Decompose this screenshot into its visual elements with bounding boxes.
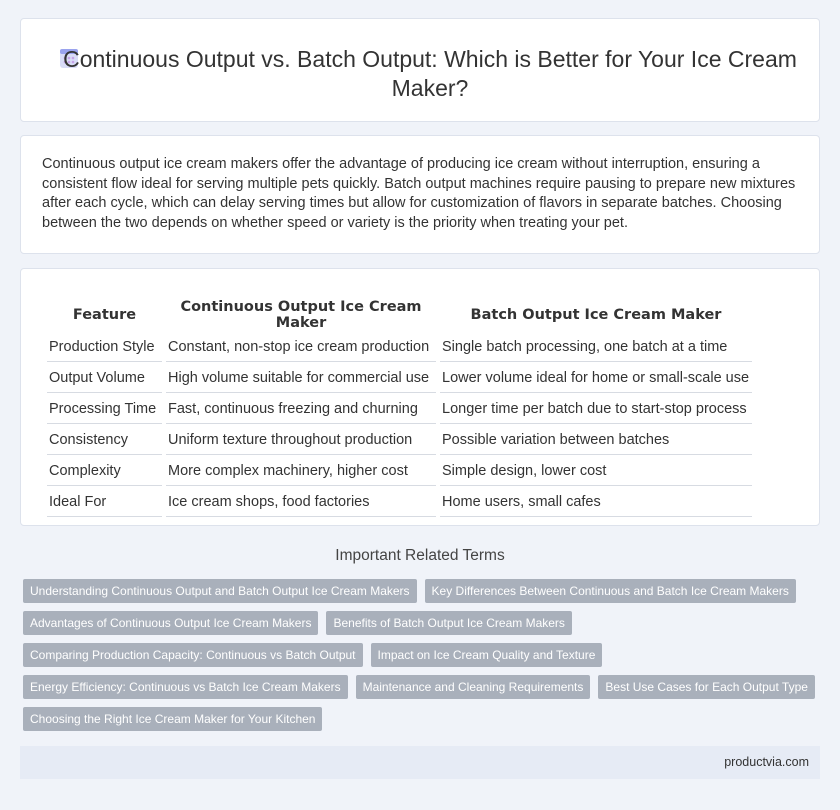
table-row <box>47 395 752 424</box>
table-cell: Output Volume <box>47 364 162 393</box>
page-title: Continuous Output vs. Batch Output: Which is Better for Your Ice Cream Maker? <box>63 46 797 101</box>
table-cell: Simple design, lower cost <box>440 457 752 486</box>
header-card <box>20 18 820 122</box>
related-terms-list <box>23 579 823 739</box>
related-term-tag[interactable]: Comparing Production Capacity: Continuous vs Batch Output <box>23 643 363 667</box>
table-row <box>47 364 752 393</box>
comparison-table <box>43 293 756 519</box>
related-term-tag[interactable]: Maintenance and Cleaning Requirements <box>356 675 591 699</box>
table-cell: Longer time per batch due to start-stop process <box>440 395 752 424</box>
table-cell: Single batch processing, one batch at a time <box>440 333 752 362</box>
table-cell: Home users, small cafes <box>440 488 752 517</box>
table-row <box>47 333 752 362</box>
table-cell: Uniform texture throughout production <box>166 426 436 455</box>
table-cell: Production Style <box>47 333 162 362</box>
related-term-tag[interactable]: Benefits of Batch Output Ice Cream Makers <box>326 611 571 635</box>
table-cell: Constant, non-stop ice cream production <box>166 333 436 362</box>
table-cell: Ice cream shops, food factories <box>166 488 436 517</box>
footer-domain-link[interactable]: productvia.com <box>724 755 809 769</box>
table-cell: Fast, continuous freezing and churning <box>166 395 436 424</box>
related-term-tag[interactable]: Impact on Ice Cream Quality and Texture <box>371 643 603 667</box>
related-term-tag[interactable]: Choosing the Right Ice Cream Maker for Your Kitchen <box>23 707 322 731</box>
footer <box>20 746 820 779</box>
column-header-feature: Feature <box>72 307 137 323</box>
intro-paragraph: Continuous output ice cream makers offer the advantage of producing ice cream without interruption, ensuring a consistent flow ideal for serving multiple pets quickly. Batch output machines require pausing to prepare new mixtures after each cycle, which can delay serving times but allow for customization of flavors in separate batches. Choosing between the two depends on whether speed or variety is the priority when treating your pet. <box>42 156 796 231</box>
related-term-tag[interactable]: Energy Efficiency: Continuous vs Batch Ice Cream Makers <box>23 675 348 699</box>
table-header-row <box>47 295 752 331</box>
related-term-tag[interactable]: Best Use Cases for Each Output Type <box>598 675 815 699</box>
related-term-tag[interactable]: Key Differences Between Continuous and Batch Ice Cream Makers <box>425 579 796 603</box>
related-term-tag[interactable]: Understanding Continuous Output and Batch Output Ice Cream Makers <box>23 579 417 603</box>
table-cell: High volume suitable for commercial use <box>166 364 436 393</box>
column-header-continuous: Continuous Output Ice Cream Maker <box>180 299 422 331</box>
related-term-tag[interactable]: Advantages of Continuous Output Ice Cream Makers <box>23 611 318 635</box>
table-cell: Complexity <box>47 457 162 486</box>
intro-card <box>20 135 820 254</box>
related-terms-heading: Important Related Terms <box>335 547 505 564</box>
table-cell: More complex machinery, higher cost <box>166 457 436 486</box>
table-row <box>47 457 752 486</box>
table-row <box>47 426 752 455</box>
table-cell: Lower volume ideal for home or small-scale use <box>440 364 752 393</box>
table-cell: Ideal For <box>47 488 162 517</box>
comparison-table-card <box>20 268 820 526</box>
table-row <box>47 488 752 517</box>
column-header-batch: Batch Output Ice Cream Maker <box>470 307 722 323</box>
table-cell: Processing Time <box>47 395 162 424</box>
table-cell: Possible variation between batches <box>440 426 752 455</box>
table-cell: Consistency <box>47 426 162 455</box>
